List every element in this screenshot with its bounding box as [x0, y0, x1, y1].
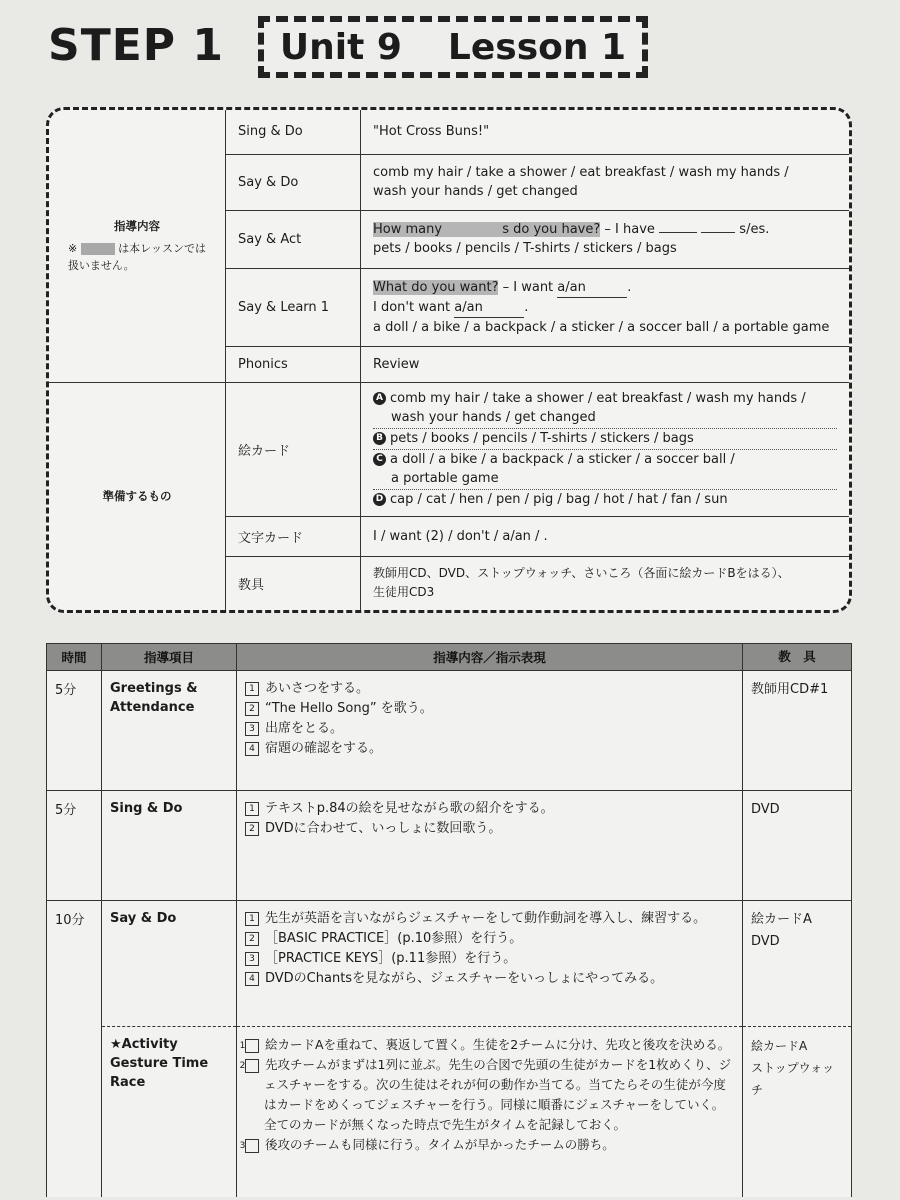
note-text: は本レッスンでは	[118, 241, 207, 255]
note-prefix: ※	[67, 241, 78, 255]
number-box-icon: 2	[245, 822, 259, 836]
step-text: ［PRACTICE KEYS］(p.11参照）を行う。	[265, 951, 517, 966]
tools-cell	[743, 1027, 852, 1197]
row-content: I / want (2) / don't / a/an / .	[361, 516, 850, 556]
blank	[659, 220, 697, 233]
item-cell	[102, 671, 237, 791]
lesson-overview-table	[46, 107, 852, 613]
instruction-cell	[237, 901, 743, 1027]
time-cell: 10分	[47, 901, 102, 1197]
number-box-icon: 1	[245, 802, 259, 816]
row-label: 教具	[226, 556, 361, 610]
number-box-icon: 3	[245, 952, 259, 966]
row-content: Review	[361, 346, 850, 382]
content-line: a doll / a bike / a backpack / a sticker / a soccer ball / a portable game	[373, 319, 830, 335]
row-label: 文字カード	[226, 516, 361, 556]
step-2	[245, 929, 734, 949]
content-line: wash your hands / get changed	[373, 184, 578, 199]
content-line: pets / books / pencils / T-shirts / stickers / bags	[373, 241, 677, 256]
schedule-table	[46, 643, 852, 1200]
time-cell: 5分	[47, 791, 102, 901]
step-4	[245, 969, 734, 989]
row-label: Say & Learn 1	[226, 268, 361, 346]
highlight-phrase	[373, 222, 600, 237]
step-2	[245, 819, 734, 839]
item-line: Greetings &	[110, 681, 198, 696]
item-line: Sing & Do	[110, 801, 183, 816]
circled-letter-icon: D	[373, 493, 386, 506]
instruction-cell	[237, 1027, 743, 1197]
tool-item: DVD	[751, 802, 780, 817]
page-header	[0, 0, 900, 100]
step-1	[245, 799, 734, 819]
row-content	[361, 154, 850, 210]
time-cell: 5分	[47, 671, 102, 791]
schedule-row-greetings	[47, 671, 852, 791]
step-text: DVDに合わせて、いっしょに数回歌う。	[265, 821, 502, 836]
tool-item: 絵カードA	[751, 912, 812, 927]
row-content: "Hot Cross Buns!"	[361, 110, 850, 154]
step-1	[245, 679, 734, 699]
instruction-cell	[237, 791, 743, 901]
tool-item: ストップウォッチ	[751, 1061, 835, 1097]
step-text: 先生が英語を言いながらジェスチャーをして動作動詞を導入し、練習する。	[265, 911, 707, 926]
step-3	[239, 1135, 734, 1155]
item-line: Gesture Time	[110, 1056, 209, 1071]
tool-item: 絵カードA	[751, 1039, 808, 1053]
highlight-phrase: What do you want?	[373, 279, 499, 295]
item-line: Say & Do	[110, 911, 177, 926]
step-2	[245, 699, 734, 719]
blank	[446, 221, 502, 233]
content-line	[373, 278, 837, 298]
number-box-icon: 1	[245, 1039, 259, 1053]
step-text: テキストp.84の絵を見せながら歌の紹介をする。	[265, 801, 554, 816]
row-label: Say & Do	[226, 154, 361, 210]
number-box-icon: 4	[245, 742, 259, 756]
row-label: Sing & Do	[226, 110, 361, 154]
underlined-answer: a/an	[454, 298, 524, 318]
item-line: ★Activity	[110, 1037, 178, 1052]
step-text: 宿題の確認をする。	[265, 741, 383, 756]
period: .	[524, 299, 529, 315]
text-after: – I want	[498, 279, 558, 295]
step-3	[245, 719, 734, 739]
schedule-row-activity	[47, 1027, 852, 1197]
content-line: comb my hair / take a shower / eat breakfast / wash my hands /	[373, 165, 789, 180]
col-item: 指導項目	[102, 644, 237, 671]
text-after: – I have	[600, 222, 660, 237]
step-2	[239, 1055, 734, 1135]
item-cell	[102, 791, 237, 901]
step-3	[245, 949, 734, 969]
gray-swatch	[81, 243, 115, 255]
hl-end: s do you have?	[502, 222, 601, 237]
category-materials: 準備するもの	[49, 382, 226, 610]
number-box-icon: 2	[245, 1059, 259, 1073]
tools-cell	[743, 791, 852, 901]
step-4	[245, 739, 734, 759]
step-text: 絵カードAを重ねて、裏返して置く。生徒を2チームに分け、先攻と後攻を決める。	[265, 1037, 731, 1052]
step-text: 出席をとる。	[265, 721, 344, 736]
step-1	[245, 909, 734, 929]
row-content	[361, 268, 850, 346]
number-box-icon: 1	[245, 682, 259, 696]
number-box-icon: 3	[245, 722, 259, 736]
number-box-icon: 2	[245, 702, 259, 716]
number-box-icon: 4	[245, 972, 259, 986]
step-title: STEP 1	[48, 20, 224, 71]
blank	[701, 220, 735, 233]
col-tools: 教 具	[743, 644, 852, 671]
card-line: wash your hands / get changed	[391, 410, 596, 425]
circled-letter-icon: A	[373, 392, 386, 405]
number-box-icon: 3	[245, 1139, 259, 1153]
content-line: 教師用CD、DVD、ストップウォッチ、さいころ（各面に絵カードBをはる）、	[373, 566, 790, 581]
step-text: ［BASIC PRACTICE］(p.10参照）を行う。	[265, 931, 523, 946]
card-line: pets / books / pencils / T-shirts / stickers / bags	[390, 431, 694, 446]
cards-content	[361, 382, 850, 516]
row-label: 絵カード	[226, 382, 361, 516]
schedule-row-say-do	[47, 901, 852, 1027]
plan-row-sing	[49, 110, 849, 154]
category-content	[49, 110, 226, 382]
card-line: cap / cat / hen / pen / pig / bag / hot / hat / fan / sun	[390, 492, 728, 507]
col-time: 時間	[47, 644, 102, 671]
underlined-answer: a/an	[557, 278, 627, 298]
plan-row-cards	[49, 382, 849, 516]
card-set-a	[373, 389, 837, 429]
card-set-c	[373, 450, 837, 490]
unit-label: Unit 9	[279, 26, 402, 68]
card-line: a doll / a bike / a backpack / a sticker / a soccer ball /	[390, 452, 735, 467]
step-text: あいさつをする。	[265, 681, 370, 696]
circled-letter-icon: B	[373, 432, 386, 445]
instruction-cell	[237, 671, 743, 791]
content-line: 生徒用CD3	[373, 585, 435, 600]
tools-cell	[743, 901, 852, 1027]
step-text: 後攻のチームも同様に行う。タイムが早かったチームの勝ち。	[265, 1137, 615, 1152]
step-1	[239, 1035, 734, 1055]
row-content	[361, 556, 850, 610]
circled-letter-icon: C	[373, 453, 386, 466]
note-text-2: 扱いません。	[67, 258, 135, 272]
category-note	[68, 240, 206, 274]
item-cell	[102, 1027, 237, 1197]
row-label: Say & Act	[226, 210, 361, 268]
item-line: Race	[110, 1075, 146, 1090]
hl-start: How many	[373, 222, 447, 237]
number-box-icon: 1	[245, 912, 259, 926]
lesson-label: Lesson 1	[447, 26, 627, 68]
schedule-row-sing	[47, 791, 852, 901]
step-text: “The Hello Song” を歌う。	[265, 701, 433, 716]
step-text: DVDのChantsを見ながら、ジェスチャーをいっしょにやってみる。	[265, 971, 664, 986]
schedule-header-row	[47, 644, 852, 671]
tool-item: DVD	[751, 934, 780, 949]
item-line: Attendance	[110, 700, 195, 715]
row-content	[361, 210, 850, 268]
card-set-d	[373, 490, 837, 509]
number-box-icon: 2	[245, 932, 259, 946]
card-set-b	[373, 429, 837, 450]
item-cell	[102, 901, 237, 1027]
tool-item: 教師用CD#1	[751, 682, 829, 697]
category-content-label: 指導内容	[114, 218, 160, 233]
content-line	[373, 220, 837, 239]
period: .	[627, 279, 632, 295]
card-line: a portable game	[391, 471, 499, 486]
unit-lesson-box	[258, 16, 648, 78]
card-line: comb my hair / take a shower / eat breakfast / wash my hands /	[390, 391, 806, 406]
text: I don't want	[373, 299, 455, 315]
content-line	[373, 298, 837, 318]
step-text: 先攻チームがまずは1列に並ぶ。先生の合図で先頭の生徒がカードを1枚めくり、ジェスチャーをする。次の生徒はそれが何の動作か当てる。当てたらその生徒が今度はカードをめくってジェスチャーを行う。同様に順番にジェスチャーをしていく。全てのカードが無くなった時点で先生がタイムを記録しておく。	[264, 1057, 732, 1132]
row-label: Phonics	[226, 346, 361, 382]
tools-cell	[743, 671, 852, 791]
text-tail: s/es.	[735, 222, 770, 237]
col-instruction: 指導内容／指示表現	[237, 644, 743, 671]
